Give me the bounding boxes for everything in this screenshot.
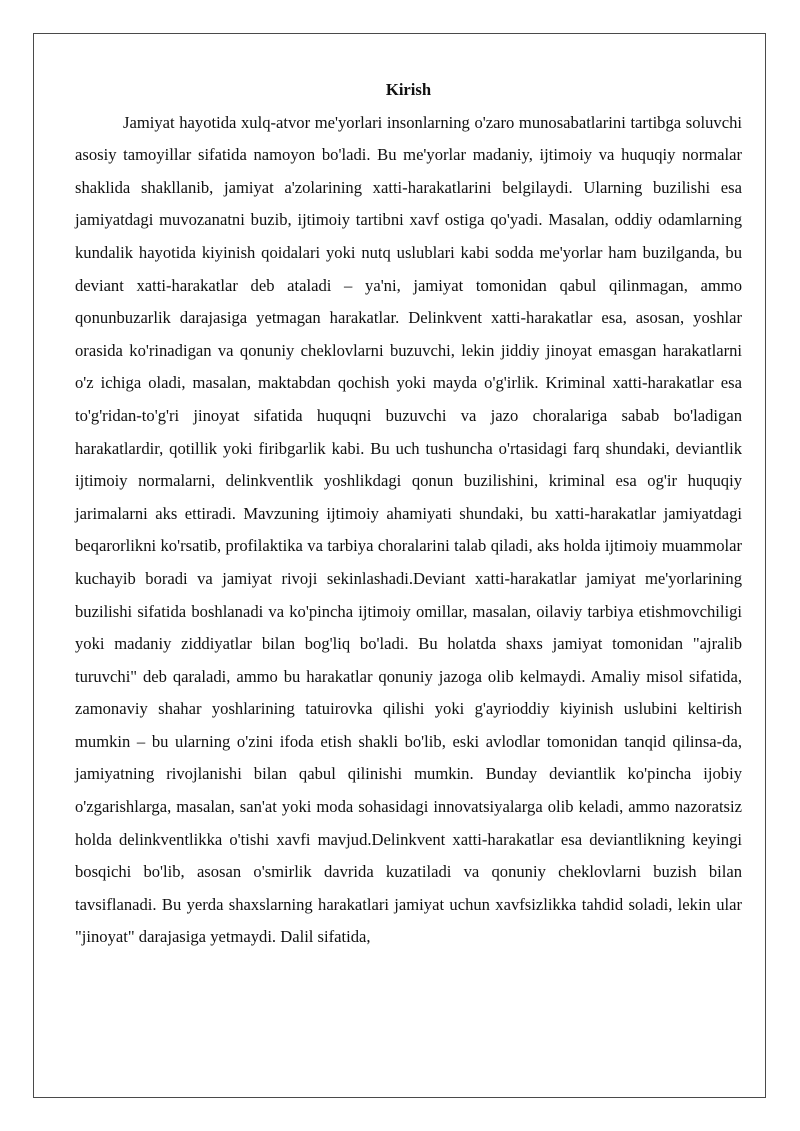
body-paragraph: Jamiyat hayotida xulq-atvor me'yorlari insonlarning o'zaro munosabatlarini tartibga soluvchi asosiy tamoyillar sifatida namoyon bo'ladi. Bu me'yorlar madaniy, ijtimoiy va huquqiy normalar shaklida shakllanib, jamiyat a'zolarining xatti-harakatlarini belgilaydi. Ularning buzilishi esa jamiyatdagi muvozanatni buzib, ijtimoiy tartibni xavf ostiga qo'yadi. Masalan, oddiy odamlarning kundalik hayotida kiyinish qoidalari yoki nutq uslublari kabi sodda me'yorlar ham buzilganda, bu deviant xatti-harakatlar deb ataladi – ya'ni, jamiyat tomonidan qabul qilinmagan, ammo qonunbuzarlik darajasiga yetmagan harakatlar. Delinkvent xatti-harakatlar esa, asosan, yoshlar orasida ko'rinadigan va qonuniy cheklovlarni buzuvchi, lekin jiddiy jinoyat emasgan harakatlarni o'z ichiga oladi, masalan, maktabdan qochish yoki mayda o'g'irlik. Kriminal xatti-harakatlar esa to'g'ridan-to'g'ri jinoyat sifatida huquqni buzuvchi va jazo choralariga sabab bo'ladigan harakatlardir, qotillik yoki firibgarlik kabi. Bu uch tushuncha o'rtasidagi farq shundaki, deviantlik ijtimoiy normalarni, delinkventlik yoshlikdagi qonun buzilishini, kriminal esa og'ir huquqiy jarimalarni aks ettiradi. Mavzuning ijtimoiy ahamiyati shundaki, bu xatti-harakatlar jamiyatdagi beqarorlikni ko'rsatib, profilaktika va tarbiya choralarini talab qiladi, aks holda ijtimoiy muammolar kuchayib boradi va jamiyat rivoji sekinlashadi.Deviant xatti-harakatlar jamiyat me'yorlarining buzilishi sifatida boshlanadi va ko'pincha ijtimoiy omillar, masalan, oilaviy tarbiya etishmovchiligi yoki madaniy ziddiyatlar bilan bog'liq bo'ladi. Bu holatda shaxs jamiyat tomonidan "ajralib turuvchi" deb qaraladi, ammo bu harakatlar qonuniy jazoga olib kelmaydi. Amaliy misol sifatida, zamonaviy shahar yoshlarining tatuirovka qilishi yoki g'ayrioddiy kiyinish uslubini keltirish mumkin – bu ularning o'zini ifoda etish shakli bo'lib, eski avlodlar tomonidan tanqid qilinsa-da, jamiyatning rivojlanishi bilan qabul qilinishi mumkin. Bunday deviantlik ko'pincha ijobiy o'zgarishlarga, masalan, san'at yoki moda sohasidagi innovatsiyalarga olib keladi, ammo nazoratsiz holda delinkventlikka o'tishi xavfi mavjud.Delinkvent xatti-harakatlar esa deviantlikning keyingi bosqichi bo'lib, asosan o'smirlik davrida kuzatiladi va qonuniy cheklovlarni buzish bilan tavsiflanadi. Bu yerda shaxslarning harakatlari jamiyat uchun xavfsizlikka tahdid soladi, lekin ular "jinoyat" darajasiga yetmaydi. Dalil sifatida, — [75, 112, 742, 947]
document-content — [75, 74, 742, 954]
section-heading: Kirish — [385, 80, 432, 99]
